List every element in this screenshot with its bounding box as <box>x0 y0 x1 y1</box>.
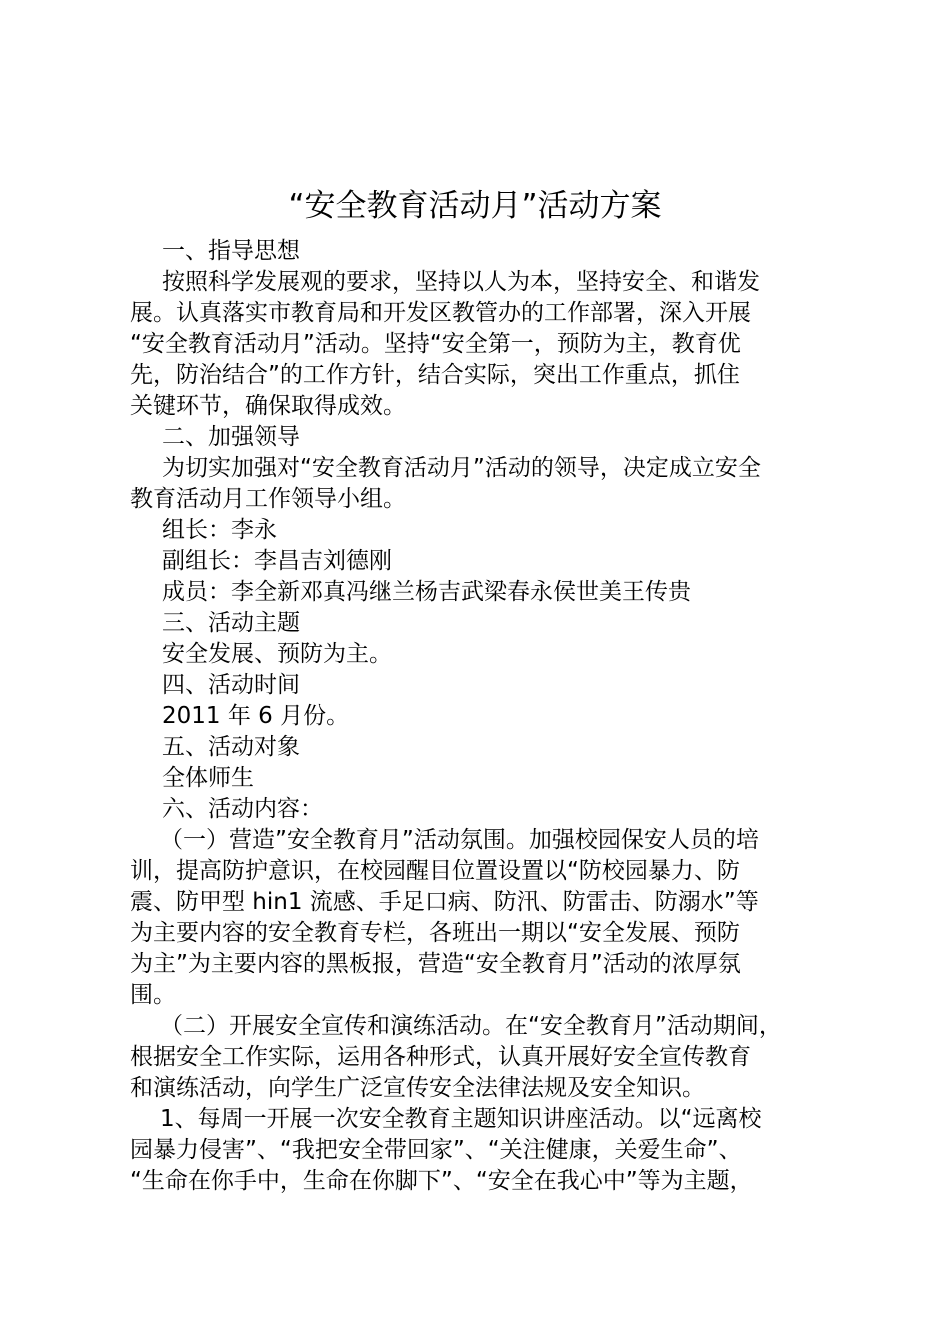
paragraph-line: “安全教育活动月”活动。坚持“安全第一，预防为主，教育优 <box>130 331 741 357</box>
paragraph-line: 根据安全工作实际，运用各种形式，认真开展好安全宣传教育 <box>130 1044 751 1070</box>
paragraph-line: 1、每周一开展一次安全教育主题知识讲座活动。以“远离校 <box>160 1106 762 1132</box>
paragraph-line: 安全发展、预防为主。 <box>162 641 392 667</box>
paragraph-line: 震、防甲型 hin1 流感、手足口病、防汛、防雷击、防溺水”等 <box>130 889 759 915</box>
section-heading: 四、活动时间 <box>162 672 300 698</box>
section-heading: 三、活动主题 <box>162 610 300 636</box>
section-heading: 五、活动对象 <box>162 734 300 760</box>
paragraph-line: （一）营造”安全教育月”活动氛围。加强校园保安人员的培 <box>160 827 759 853</box>
paragraph-line: 按照科学发展观的要求，坚持以人为本，坚持安全、和谐发 <box>162 269 760 295</box>
paragraph-line: 先，防治结合”的工作方针，结合实际，突出工作重点，抓住 <box>130 362 740 388</box>
document-body <box>130 236 860 1197</box>
section-heading: 二、加强领导 <box>162 424 300 450</box>
paragraph-line: 和演练活动，向学生广泛宣传安全法律法规及安全知识。 <box>130 1075 705 1101</box>
paragraph-line: 全体师生 <box>162 765 254 791</box>
paragraph-line: 为切实加强对“安全教育活动月”活动的领导，决定成立安全 <box>162 455 761 481</box>
deputy-leader-line: 副组长：李昌吉刘德刚 <box>162 548 392 574</box>
paragraph-line: 教育活动月工作领导小组。 <box>130 486 406 512</box>
section-heading: 一、指导思想 <box>162 238 300 264</box>
leader-line: 组长：李永 <box>162 517 277 543</box>
document-title: “安全教育活动月”活动方案 <box>288 188 662 224</box>
paragraph-line: 关键环节，确保取得成效。 <box>130 393 406 419</box>
paragraph-line: 围。 <box>130 982 176 1008</box>
paragraph-line: 为主”为主要内容的黑板报，营造“安全教育月”活动的浓厚氛 <box>130 951 741 977</box>
paragraph-line: 为主要内容的安全教育专栏，各班出一期以“安全发展、预防 <box>130 920 740 946</box>
paragraph-line: （二）开展安全宣传和演练活动。在“安全教育月”活动期间， <box>160 1013 782 1039</box>
section-heading: 六、活动内容： <box>162 796 323 822</box>
paragraph-line: “生命在你手中，生命在你脚下”、“安全在我心中”等为主题， <box>130 1168 753 1194</box>
members-line: 成员：李全新邓真冯继兰杨吉武梁春永侯世美王传贵 <box>162 579 691 605</box>
paragraph-line: 2011 年 6 月份。 <box>162 703 350 729</box>
paragraph-line: 展。认真落实市教育局和开发区教管办的工作部署，深入开展 <box>130 300 751 326</box>
paragraph-line: 训，提高防护意识，在校园醒目位置设置以“防校园暴力、防 <box>130 858 740 884</box>
paragraph-line: 园暴力侵害”、“我把安全带回家”、“关注健康，关爱生命”、 <box>130 1137 742 1163</box>
